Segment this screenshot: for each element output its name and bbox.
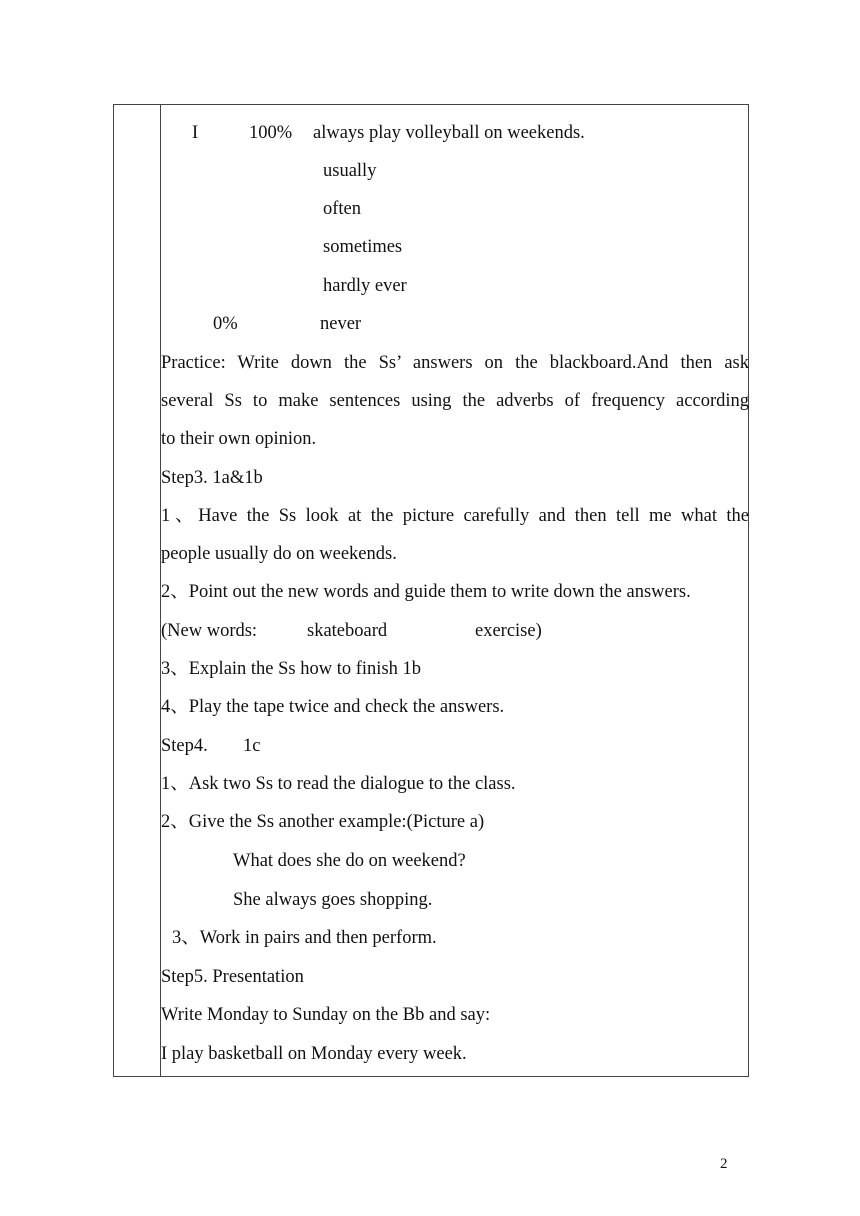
step3-item-1b: people usually do on weekends. — [161, 544, 397, 564]
step3-item-1a: 1、Have the Ss look at the picture carefully and then tell me what the — [161, 506, 749, 526]
freq-never: never — [320, 314, 362, 334]
example-question: What does she do on weekend? — [233, 851, 466, 871]
freq-sometimes: sometimes — [323, 237, 403, 257]
step5-line-2: I play basketball on Monday every week. — [161, 1044, 467, 1064]
new-word-exercise: exercise) — [475, 621, 542, 641]
freq-sentence: always play volleyball on weekends. — [313, 123, 585, 143]
step4-code: 1c — [243, 736, 261, 756]
freq-percent-bottom: 0% — [213, 314, 238, 334]
freq-often: often — [323, 199, 362, 219]
step3-item-4: 4、Play the tape twice and check the answers. — [161, 697, 505, 717]
practice-line-2: several Ss to make sentences using the adverbs of frequency according — [161, 391, 749, 411]
example-answer: She always goes shopping. — [233, 890, 433, 910]
step4-title: Step4. — [161, 736, 208, 756]
practice-line-1: Practice: Write down the Ss’ answers on the blackboard.And then ask — [161, 353, 749, 373]
step3-item-2: 2、Point out the new words and guide them to write down the answers. — [161, 582, 691, 602]
freq-hardly-ever: hardly ever — [323, 276, 407, 296]
practice-line-3: to their own opinion. — [161, 429, 317, 449]
step5-title: Step5. Presentation — [161, 967, 304, 987]
step4-item-2: 2、Give the Ss another example:(Picture a) — [161, 812, 485, 832]
step4-item-3: 3、Work in pairs and then perform. — [172, 928, 437, 948]
step3-item-3: 3、Explain the Ss how to finish 1b — [161, 659, 422, 679]
step5-line-1: Write Monday to Sunday on the Bb and say: — [161, 1005, 491, 1025]
freq-subject: I — [192, 123, 199, 143]
step4-item-1: 1、Ask two Ss to read the dialogue to the class. — [161, 774, 516, 794]
new-words-label: (New words: — [161, 621, 258, 641]
freq-percent-top: 100% — [249, 123, 293, 143]
page-number: 2 — [720, 1156, 728, 1172]
step3-title: Step3. 1a&1b — [161, 468, 263, 488]
new-word-skateboard: skateboard — [307, 621, 388, 641]
freq-usually: usually — [323, 161, 377, 181]
